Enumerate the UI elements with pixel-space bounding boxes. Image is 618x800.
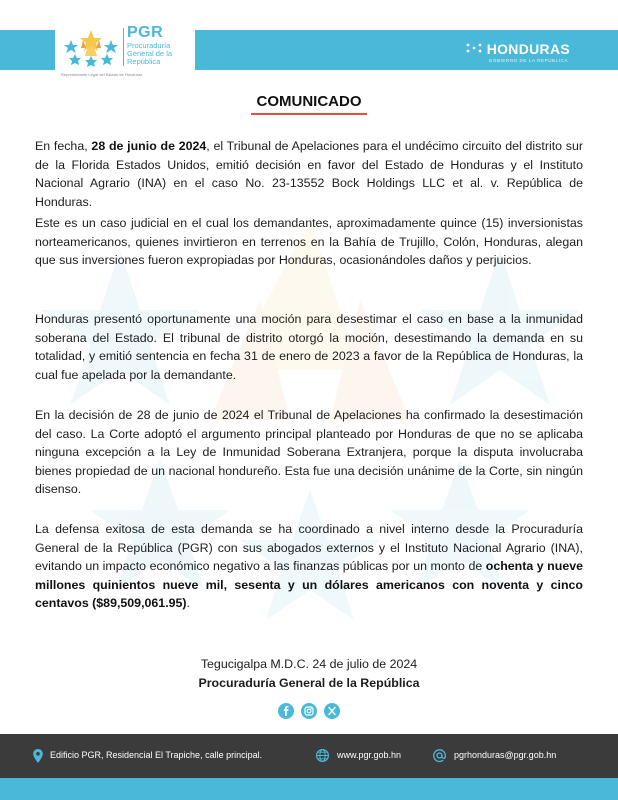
signature-place-date: Tegucigalpa M.D.C. 24 de julio de 2024: [200, 657, 418, 671]
footer: [0, 734, 618, 778]
page-title: COMUNICADO: [256, 93, 362, 110]
globe-icon: [315, 748, 330, 763]
gov-subtitle: GOBIERNO DE LA REPÚBLICA: [488, 58, 569, 63]
paragraph-5-amount: ochenta y nueve millones quinientos nueve mil, sesenta y un dólares americanos con noventa y cinco centavos ($89,509,061.95): [35, 559, 583, 610]
signature-organization: Procuraduría General de la República: [198, 676, 420, 690]
footer-website-text[interactable]: www.pgr.gob.hn: [337, 750, 402, 760]
logo-divider: [123, 28, 124, 66]
footer-address-text: Edificio PGR, Residencial El Trapiche, calle principal.: [50, 750, 263, 760]
paragraph-5: [35, 520, 583, 613]
logo-subtitle: Procuraduría General de la República: [127, 41, 173, 66]
at-sign-icon: [432, 748, 447, 763]
logo-title: PGR: [127, 24, 164, 41]
facebook-icon[interactable]: [278, 703, 294, 719]
paragraph-1-rest: , el Tribunal de Apelaciones para el undécimo circuito del distrito sur de la Florida Estados Unidos, emitió decisión en favor del Estado de Honduras y el Instituto Nacional Agrario (INA) en el caso No. 23-13552 Bock Holdings LLC et al. v. República de Honduras.: [35, 139, 583, 209]
paragraph-5-end: .: [186, 596, 190, 610]
paragraph-2: Este es un caso judicial en el cual los demandantes, aproximadamente quince (15) inversionistas norteamericanos, quienes invirtieron en terrenos en la Bahía de Trujillo, Colón, Honduras, alegan que sus inversiones fueron expropiadas por Honduras, ocasionándoles daños y perjuicios.: [35, 216, 583, 267]
logo-tagline: Representante Legal del Estado de Honduras: [61, 72, 143, 77]
title-underline: [251, 113, 367, 115]
stars-emblem-icon: [61, 26, 121, 72]
paragraph-4: En la decisión de 28 de junio de 2024 el Tribunal de Apelaciones ha confirmado la desestimación del caso. La Corte adoptó el argumento principal planteado por Honduras de que no se aplicaba ninguna excepción a la Ley de Inmunidad Soberana Extranjera, porque la disputa involucraba bienes propiedad de un nacional hondureño. Esta fue una decisión unánime de la Corte, sin ningún disenso.: [35, 408, 583, 496]
dots-emblem-icon: [465, 42, 483, 54]
paragraph-5-lead: La defensa exitosa de esta demanda se ha coordinado a nivel interno desde la Procuraduría General de la República (PGR) con sus abogados externos y el Instituto Nacional Agrario (INA), evitando un impacto económico negativo a las finanzas públicas por un monto de: [35, 522, 583, 573]
honduras-government-logo: [486, 41, 570, 63]
pgr-logo: [55, 20, 195, 82]
footer-email-text[interactable]: pgrhonduras@pgr.gob.hn: [454, 750, 557, 760]
paragraph-1-lead: En fecha,: [35, 139, 92, 153]
instagram-icon[interactable]: [301, 703, 317, 719]
x-icon[interactable]: [324, 703, 340, 719]
paragraph-1-date: 28 de junio de 2024: [91, 139, 207, 153]
gov-title: HONDURAS: [486, 41, 570, 57]
paragraph-3: Honduras presentó oportunamente una moción para desestimar el caso en base a la inmunidad soberana del Estado. El tribunal de distrito otorgó la moción, desestimando la demanda en su totalidad, y emitió sentencia en fecha 31 de enero de 2023 a favor de la República de Honduras, la cual fue apelada por la demandante.: [35, 312, 583, 382]
paragraph-1: [35, 137, 583, 211]
footer-stripe: [0, 778, 618, 800]
location-pin-icon: [32, 748, 44, 764]
